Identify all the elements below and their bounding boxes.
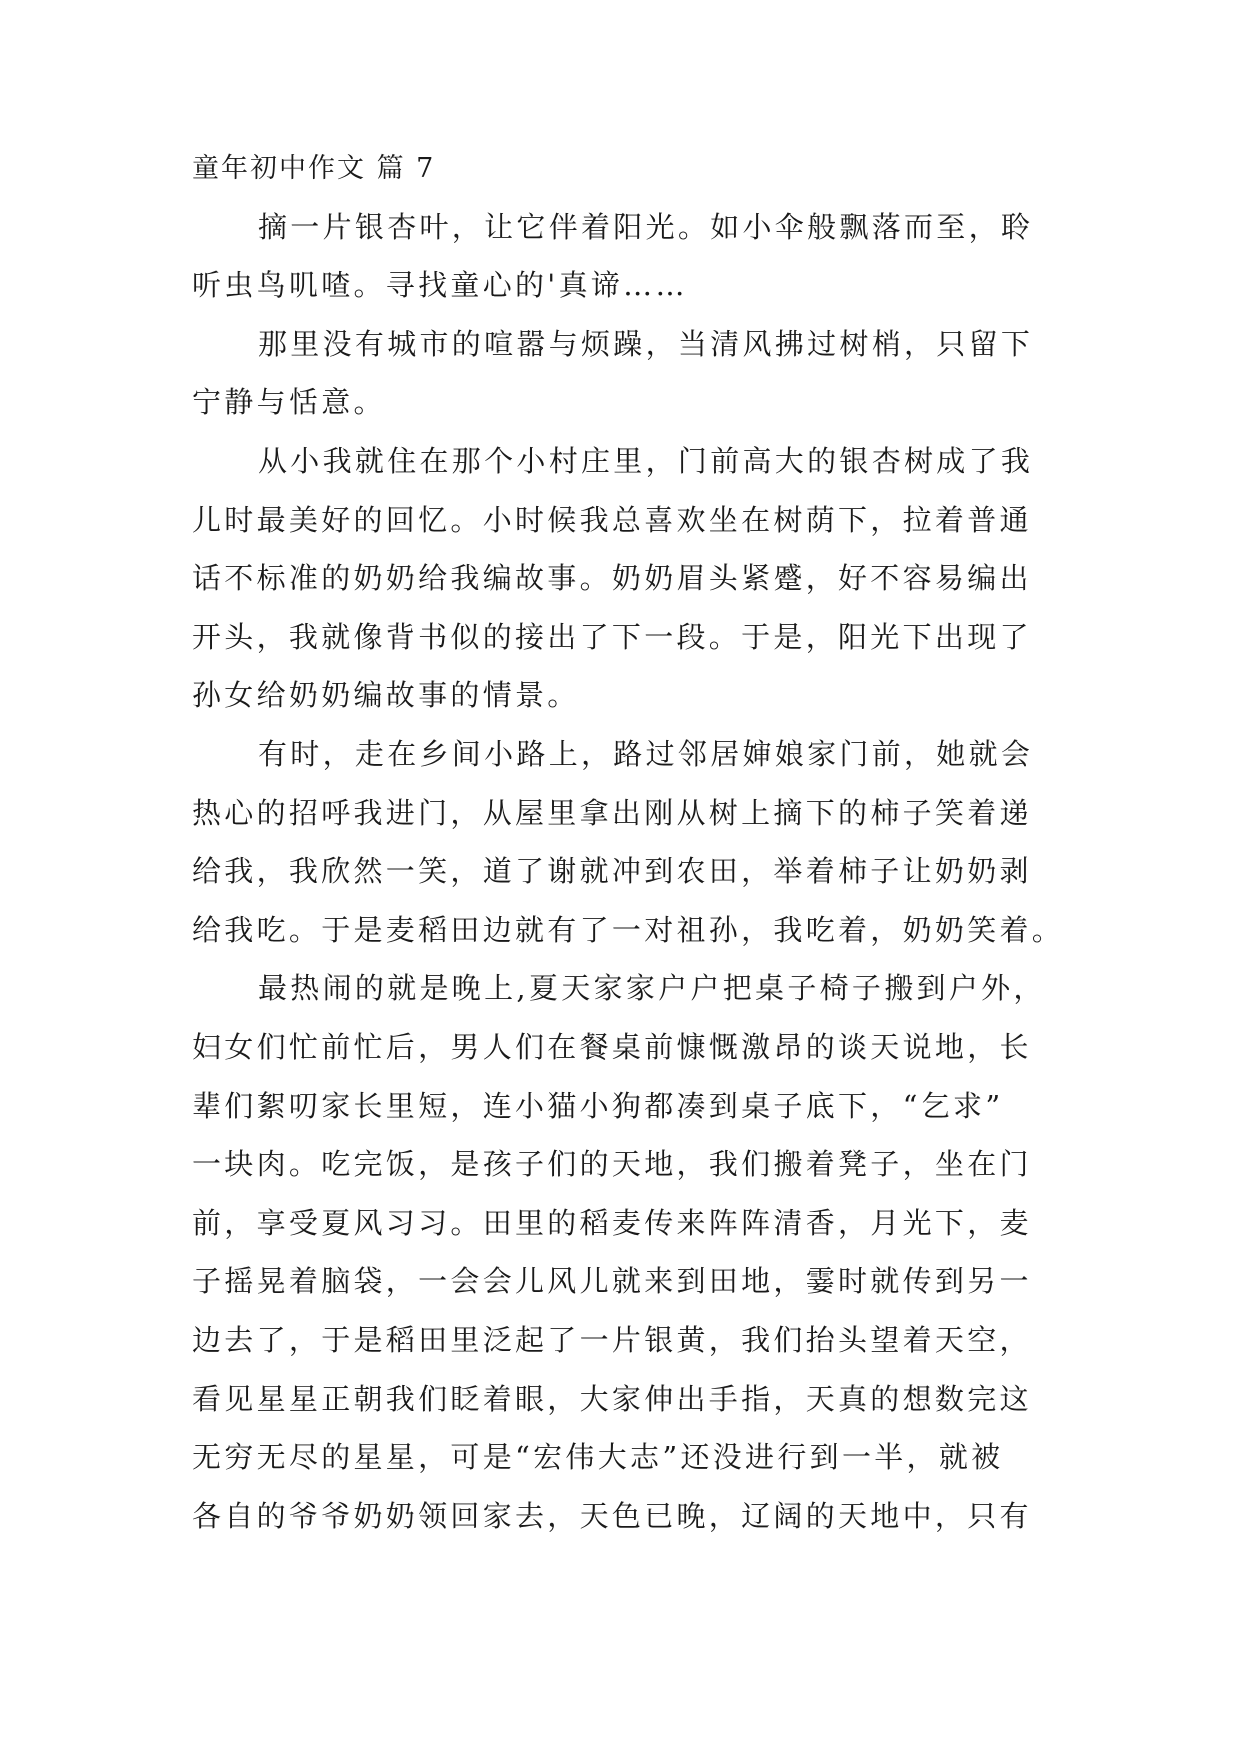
paragraph-line: 有时，走在乡间小路上，路过邻居婶娘家门前，她就会 [258, 737, 1034, 771]
paragraph-line: 宁静与恬意。 [192, 385, 386, 419]
paragraph-line: 一块肉。吃完饭，是孩子们的天地，我们搬着凳子，坐在门 [192, 1147, 1032, 1181]
paragraph-line: 孙女给奶奶编故事的情景。 [192, 678, 580, 712]
paragraph-line: 前，享受夏风习习。田里的稻麦传来阵阵清香，月光下，麦 [192, 1206, 1032, 1240]
paragraph-line: 那里没有城市的喧嚣与烦躁，当清风拂过树梢，只留下 [258, 327, 1034, 361]
document-title: 童年初中作文 篇 7 [192, 153, 436, 184]
paragraph-line: 子摇晃着脑袋，一会会儿风儿就来到田地，霎时就传到另一 [192, 1264, 1032, 1298]
paragraph-line: 听虫鸟叽喳。寻找童心的'真谛…… [192, 268, 688, 302]
paragraph-line: 最热闹的就是晚上,夏天家家户户把桌子椅子搬到户外， [258, 971, 1046, 1005]
paragraph-line: 妇女们忙前忙后，男人们在餐桌前慷慨激昂的谈天说地，长 [192, 1030, 1032, 1064]
paragraph-line: 给我吃。于是麦稻田边就有了一对祖孙，我吃着，奶奶笑着。 [192, 913, 1065, 947]
paragraph-line: 给我，我欣然一笑，道了谢就冲到农田，举着柿子让奶奶剥 [192, 854, 1032, 888]
paragraph-line: 无穷无尽的星星，可是“宏伟大志”还没进行到一半，就被 [192, 1440, 1004, 1474]
paragraph-line: 摘一片银杏叶，让它伴着阳光。如小伞般飘落而至，聆 [258, 210, 1034, 244]
paragraph-line: 从小我就住在那个小村庄里，门前高大的银杏树成了我 [258, 444, 1034, 478]
paragraph-line: 边去了，于是稻田里泛起了一片银黄，我们抬头望着天空， [192, 1323, 1032, 1357]
paragraph-line: 儿时最美好的回忆。小时候我总喜欢坐在树荫下，拉着普通 [192, 503, 1032, 537]
paragraph-line: 看见星星正朝我们眨着眼，大家伸出手指，天真的想数完这 [192, 1382, 1032, 1416]
paragraph-line: 辈们絮叨家长里短，连小猫小狗都凑到桌子底下，“乞求” [192, 1089, 1004, 1123]
paragraph-line: 话不标准的奶奶给我编故事。奶奶眉头紧蹙，好不容易编出 [192, 561, 1032, 595]
paragraph-line: 各自的爷爷奶奶领回家去，天色已晚，辽阔的天地中，只有 [192, 1499, 1032, 1533]
paragraph-line: 热心的招呼我进门，从屋里拿出刚从树上摘下的柿子笑着递 [192, 796, 1032, 830]
paragraph-line: 开头，我就像背书似的接出了下一段。于是，阳光下出现了 [192, 620, 1032, 654]
